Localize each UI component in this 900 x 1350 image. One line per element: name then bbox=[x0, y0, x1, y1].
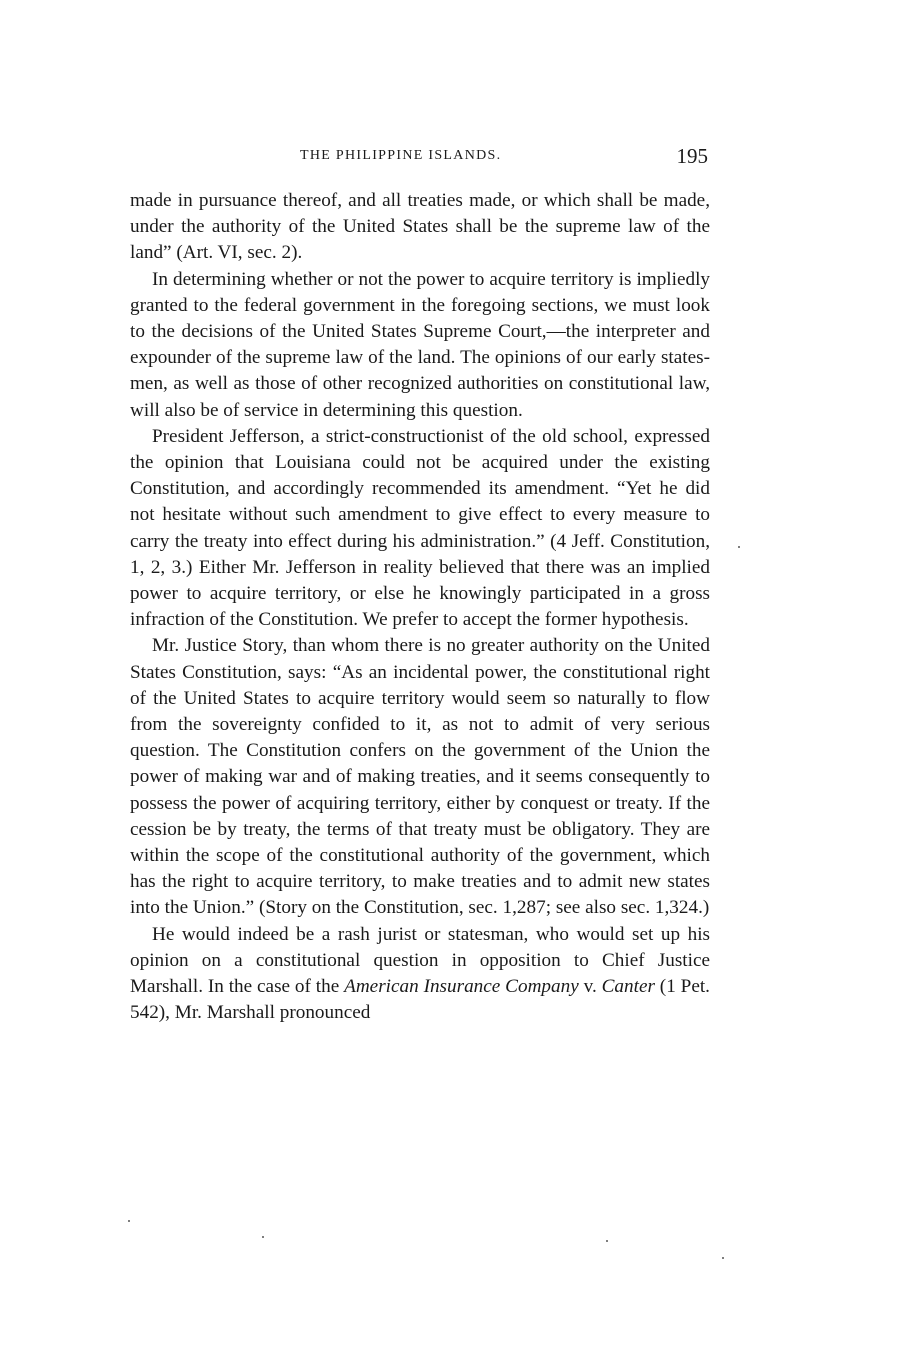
scan-speck bbox=[738, 546, 740, 548]
paragraph-territory-question bbox=[130, 267, 710, 424]
paragraph-text: made in pursuance thereof, and all treaties made, or which shall be made, under the authority of the United States shall be the supreme law of the land” (Art. VI, sec. 2). bbox=[130, 190, 710, 264]
scan-speck bbox=[606, 1240, 608, 1242]
page-number: 195 bbox=[676, 144, 708, 168]
paragraph-text: (1 Pet. 542), Mr. Marshall pronounced bbox=[130, 976, 710, 1024]
paragraph-text: He would indeed be a rash jurist or statesman, who would set up his opinion on a constitutional question in opposition to Chief Justice Marshall. In the case of the bbox=[130, 923, 710, 998]
paragraph-continued bbox=[130, 188, 710, 267]
scan-speck bbox=[262, 1236, 264, 1238]
running-head bbox=[130, 144, 710, 174]
body-text bbox=[130, 188, 710, 1027]
paragraph-text: v. bbox=[578, 976, 602, 998]
scan-speck bbox=[128, 1220, 130, 1222]
case-name-italic: American Insurance Company bbox=[344, 976, 579, 998]
paragraph-text: President Jefferson, a strict-constructionist of the old school, expressed the opinion that Louisiana could not be acquired under the existing Constitution, and accordingly recommended its amendment. “Yet he did not hesitate without such amendment to give effect to every measure to carry the treaty into effect during his administration.” (4 Jeff. Constitution, 1, 2, 3.) Either Mr. Jefferson in reality believed that there was an implied power to acquire territory, or else he knowingly participated in a gross infraction of the Constitution. We prefer to accept the former hypothesis. bbox=[130, 425, 710, 631]
paragraph-marshall bbox=[130, 922, 710, 1027]
case-name-italic: Canter bbox=[601, 976, 655, 998]
paragraph-text: In determining whether or not the power to acquire territory is impliedly granted to the federal government in the foregoing sections, we must look to the decisions of the United States Supreme Court,—the interpreter and expounder of the supreme law of the land. The opinions of our early statesmen, as well as those of other recognized authorities on constitutional law, will also be of service in determining this question. bbox=[130, 268, 710, 421]
paragraph-text: Mr. Justice Story, than whom there is no greater authority on the United States Constitution, says: “As an incidental power, the constitutional right of the United States to acquire territory would seem so naturally to flow from the sovereignty confided to it, as not to admit of very serious question. The Constitution confers on the government of the Union the power of making war and of making treaties, and it seems consequently to possess the power of acquiring territory, either by conquest or treaty. If the cession be by treaty, the terms of that treaty must be obligatory. They are within the scope of the constitutional authority of the government, which has the right to acquire territory, to make treaties and to admit new states into the Union.” (Story on the Constitution, sec. 1,287; see also sec. 1,324.) bbox=[130, 635, 710, 919]
paragraph-jefferson bbox=[130, 424, 710, 634]
scan-speck bbox=[722, 1257, 724, 1259]
paragraph-justice-story bbox=[130, 633, 710, 921]
running-title: THE PHILIPPINE ISLANDS. bbox=[300, 148, 502, 163]
